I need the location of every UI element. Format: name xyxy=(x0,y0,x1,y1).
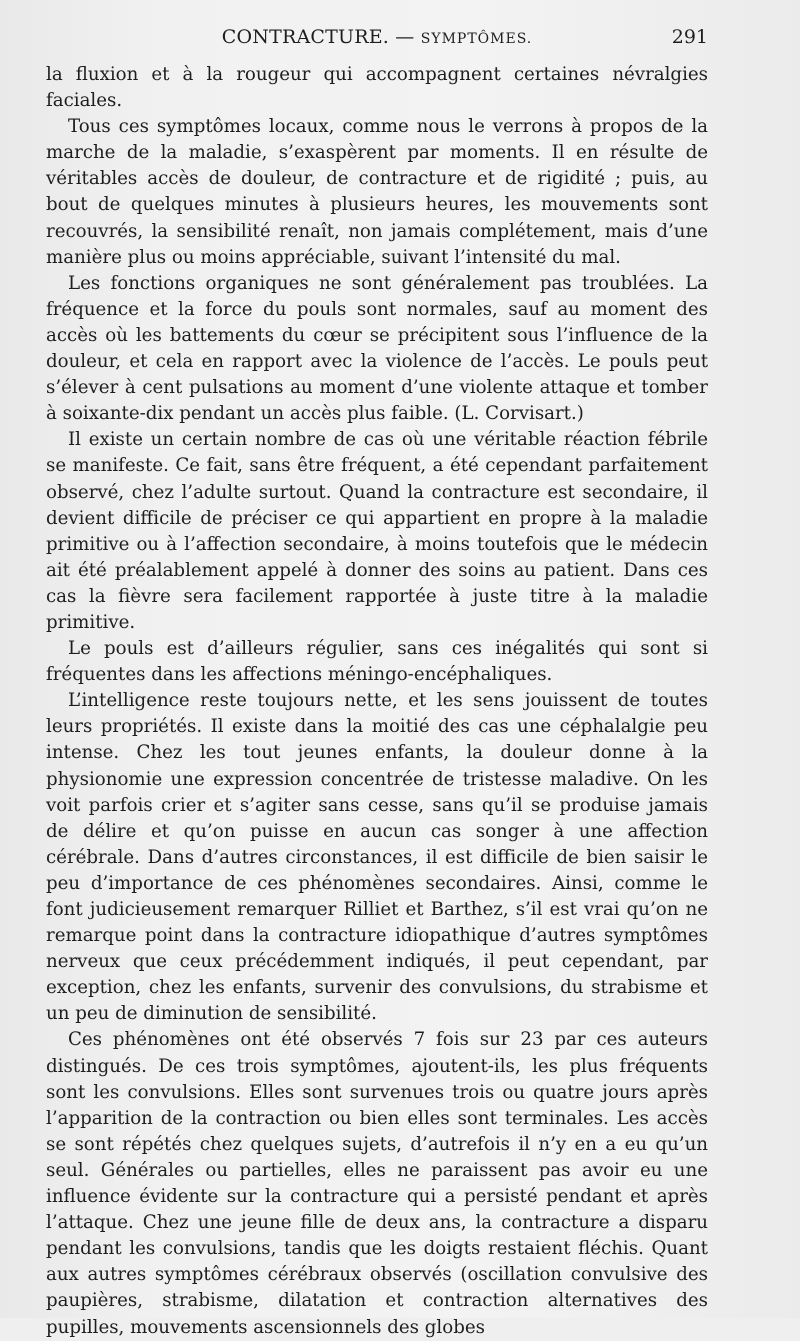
body-text xyxy=(46,62,708,1341)
paragraph: Ces phénomènes ont été observés 7 fois sur 23 par ces auteurs distingués. De ces trois symptômes, ajoutent-ils, les plus fréquents sont les convulsions. Elles sont survenues trois ou quatre jours après l’apparition de la contraction ou bien elles sont terminales. Les accès se sont répétés chez quelques sujets, d’autrefois il n’y en a eu qu’un seul. Générales ou partielles, elles ne paraissent pas avoir eu une influence évidente sur la contracture qui a persisté pendant et après l’attaque. Chez une jeune fille de deux ans, la contracture a disparu pendant les convulsions, tandis que les doigts restaient fléchis. Quant aux autres symptômes cérébraux observés (oscillation convulsive des paupières, strabisme, dilatation et contraction alternatives des pupilles, mouvements ascensionnels des globes xyxy=(46,1029,708,1338)
section-title: SYMPTÔMES. xyxy=(420,31,533,47)
running-title xyxy=(222,26,532,48)
title-separator: — xyxy=(395,26,415,48)
page-number: 291 xyxy=(671,26,708,48)
running-header xyxy=(46,26,708,54)
paragraph: Les fonctions organiques ne sont généralement pas troublées. La fréquence et la force du pouls sont normales, sauf au moment des accès où les battements du cœur se précipitent sous l’influence de la douleur, et cela en rapport avec la violence de l’accès. Le pouls peut s’élever à cent pulsations au moment d’une violente attaque et tomber à soixante-dix pendant un accès plus faible. (L. Corvisart.) xyxy=(46,272,708,425)
paragraph: la fluxion et à la rougeur qui accompagnent certaines névralgies faciales. xyxy=(46,64,708,112)
paragraph: Tous ces symptômes locaux, comme nous le verrons à propos de la marche de la maladie, s’exaspèrent par moments. Il en résulte de véritables accès de douleur, de contracture et de rigidité ; puis, au bout de quelques minutes à plusieurs heures, les mouvements sont recouvrés, la sensibilité renaît, non jamais complétement, mais d’une manière plus ou moins appréciable, suivant l’intensité du mal. xyxy=(46,116,708,268)
paragraph: L’intelligence reste toujours nette, et les sens jouissent de toutes leurs propriétés. Il existe dans la moitié des cas une céphalalgie peu intense. Chez les tout jeunes enfants, la douleur donne à la physionomie une expression concentrée de tristesse maladive. On les voit parfois crier et s’agiter sans cesse, sans qu’il se produise jamais de délire et qu’on puisse en aucun cas songer à une affection cérébrale. Dans d’autres circonstances, il est difficile de bien saisir le peu d’importance de ces phénomènes secondaires. Ainsi, comme le font judicieusement remarquer Rilliet et Barthez, s’il est vrai qu’on ne remarque point dans la contracture idiopathique d’autres symptômes nerveux que ceux précédemment indiqués, il peut cependant, par exception, chez les enfants, survenir des convulsions, du strabisme et un peu de diminution de sensibilité. xyxy=(46,690,708,1025)
paragraph: Le pouls est d’ailleurs régulier, sans ces inégalités qui sont si fréquentes dans les affections méningo-encéphaliques. xyxy=(46,638,708,686)
paragraph: Il existe un certain nombre de cas où une véritable réaction fébrile se manifeste. Ce fait, sans être fréquent, a été cependant parfaitement observé, chez l’adulte surtout. Quand la contracture est secondaire, il devient difficile de préciser ce qui appartient en propre à la maladie primitive ou à l’affection secondaire, à moins toutefois que le médecin ait été préalablement appelé à donner des soins au patient. Dans ces cas la fièvre sera facilement rapportée à juste titre à la maladie primitive. xyxy=(46,429,708,633)
chapter-title: CONTRACTURE. xyxy=(221,26,390,48)
